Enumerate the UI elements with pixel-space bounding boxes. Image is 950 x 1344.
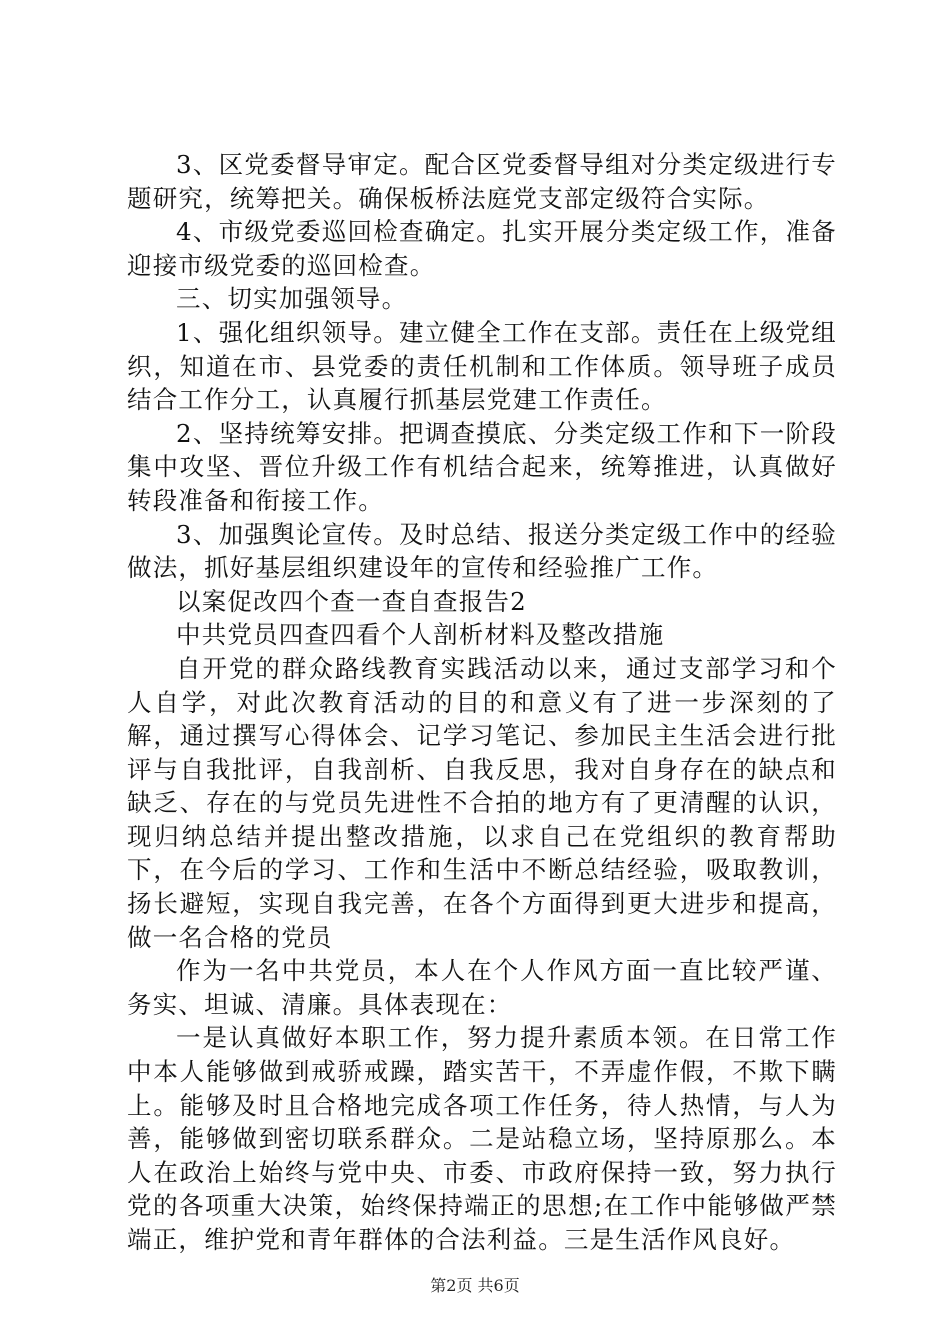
section-heading: 三、切实加强领导。	[176, 284, 408, 314]
paragraph: 一是认真做好本职工作，努力提升素质本领。在日常工作中本人能够做到戒骄戒躁，踏实苦干，不弄虚作假，不欺下瞒上。能够及时且合格地完成各项工作任务，待人热情，与人为善，能够做到密切联系群众。二是站稳立场，坚持原那么。本人在政治上始终与党中央、市委、市政府保持一致，努力执行党的各项重大决策，始终保持端正的思想;在工作中能够做严禁端正，维护党和青年群体的合法利益。三是生活作风良好。	[127, 1023, 837, 1254]
paragraph: 3、区党委督导审定。配合区党委督导组对分类定级进行专题研究，统筹把关。确保板桥法庭党支部定级符合实际。	[127, 150, 837, 213]
paragraph: 4、市级党委巡回检查确定。扎实开展分类定级工作，准备迎接市级党委的巡回检查。	[127, 217, 837, 280]
document-body	[127, 148, 837, 1257]
paragraph: 1、强化组织领导。建立健全工作在支部。责任在上级党组织，知道在市、县党委的责任机制和工作体质。领导班子成员结合工作分工，认真履行抓基层党建工作责任。	[127, 317, 837, 415]
report-title: 以案促改四个查一查自查报告2	[176, 586, 527, 616]
page-number-footer: 第2页 共6页	[430, 1276, 520, 1295]
paragraph: 3、加强舆论宣传。及时总结、报送分类定级工作中的经验做法，抓好基层组织建设年的宣传和经验推广工作。	[127, 519, 837, 583]
paragraph: 自开党的群众路线教育实践活动以来，通过支部学习和个人自学，对此次教育活动的目的和意义有了进一步深刻的了解，通过撰写心得体会、记学习笔记、参加民主生活会进行批评与自我批评，自我剖析、自我反思，我对自身存在的缺点和缺乏、存在的与党员先进性不合拍的地方有了更清醒的认识，现归纳总结并提出整改措施，以求自己在党组织的教育帮助下，在今后的学习、工作和生活中不断总结经验，吸取教训，扬长避短，实现自我完善，在各个方面得到更大进步和提高，做一名合格的党员	[127, 653, 837, 952]
paragraph: 作为一名中共党员，本人在个人作风方面一直比较严谨、务实、坦诚、清廉。具体表现在：	[127, 956, 837, 1019]
report-subtitle: 中共党员四查四看个人剖析材料及整改措施	[176, 620, 665, 650]
paragraph: 2、坚持统筹安排。把调查摸底、分类定级工作和下一阶段集中攻坚、晋位升级工作有机结合起来，统筹推进，认真做好转段准备和衔接工作。	[127, 418, 837, 515]
